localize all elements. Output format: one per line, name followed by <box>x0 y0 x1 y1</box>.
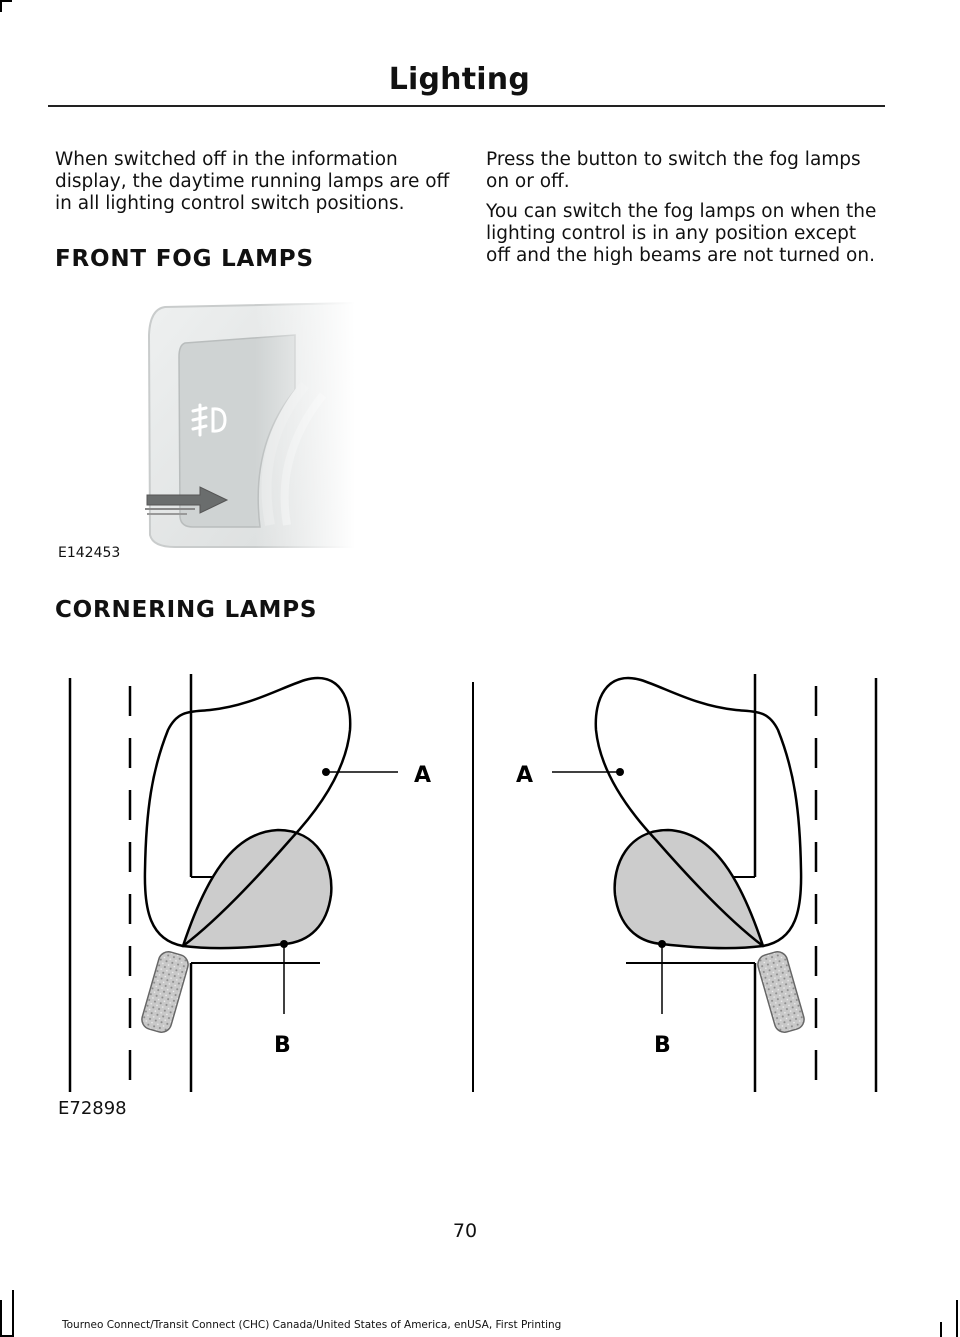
right-turn-scene <box>596 674 876 1092</box>
fog-lamp-switch-figure <box>55 295 355 555</box>
crop-mark <box>0 1300 2 1337</box>
right-vehicle <box>756 949 807 1034</box>
cornering-beam-b-right <box>615 830 763 948</box>
callout-b-right: B <box>654 1033 671 1058</box>
fog-lamp-paragraph-2: You can switch the fog lamps on when the lighting control is in any position except off and the high beams are not turned on. <box>486 201 877 266</box>
callout-a-right: A <box>516 763 534 788</box>
cornering-lamps-heading: CORNERING LAMPS <box>55 597 318 623</box>
crop-mark <box>940 1322 942 1337</box>
fog-lamp-figure-code: E142453 <box>58 545 121 561</box>
crop-mark <box>12 1290 14 1337</box>
callout-b-left: B <box>274 1033 291 1058</box>
crop-mark <box>0 0 12 2</box>
fog-lamp-paragraph-1: Press the button to switch the fog lamps on or off. <box>486 149 861 192</box>
page-number: 70 <box>452 1220 478 1242</box>
front-fog-lamps-heading: FRONT FOG LAMPS <box>55 246 314 272</box>
page-title: Lighting <box>388 62 530 97</box>
crop-mark <box>956 1300 958 1337</box>
cornering-beam-b-left <box>183 830 331 948</box>
cornering-lamps-figure <box>0 660 960 1120</box>
left-turn-scene <box>70 674 350 1092</box>
cornering-figure-code: E72898 <box>58 1098 127 1119</box>
left-vehicle <box>140 949 191 1034</box>
header-divider <box>48 105 885 107</box>
footer-publication-info: Tourneo Connect/Transit Connect (CHC) Canada/United States of America, enUSA, First Printing <box>62 1319 562 1331</box>
callout-a-left: A <box>414 763 432 788</box>
intro-paragraph: When switched off in the information display, the daytime running lamps are off in all lighting control switch positions. <box>55 149 450 214</box>
